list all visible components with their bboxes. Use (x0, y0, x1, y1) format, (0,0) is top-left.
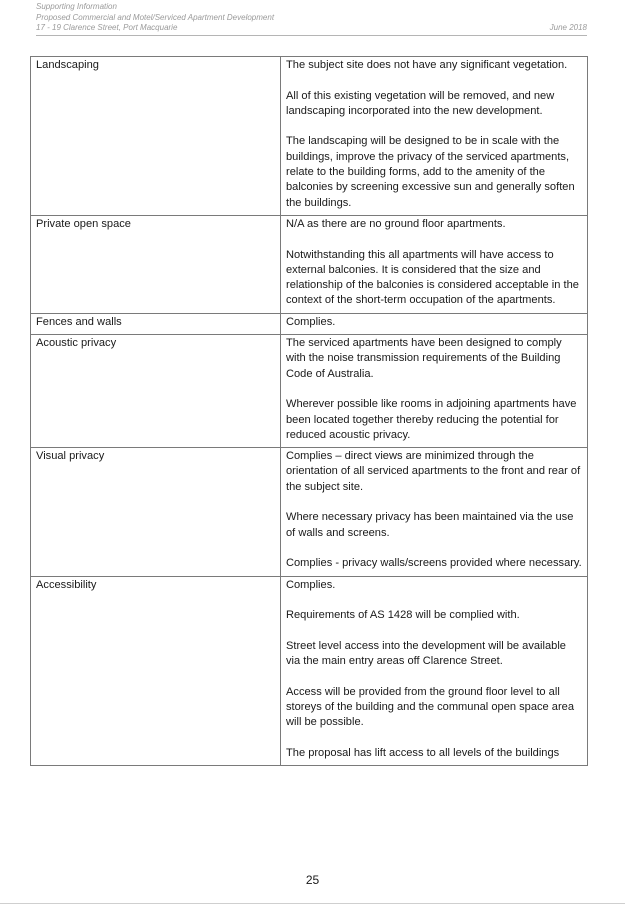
comment-paragraph: Where necessary privacy has been maintained via the use of walls and screens. (286, 511, 574, 539)
row-comment-cell (281, 448, 588, 576)
header-address-row (36, 23, 587, 36)
row-comment-cell (281, 313, 588, 334)
row-label: Fences and walls (36, 315, 122, 328)
comment-paragraph: The landscaping will be designed to be in scale with the buildings, improve the privacy of the serviced apartments, relate to the building forms, add to the amenity of the balconies by screening excessive sun and generally soften the buildings. (286, 135, 575, 209)
comment-paragraph: Complies – direct views are minimized through the orientation of all serviced apartments to the front and rear of the subject site. (286, 450, 581, 493)
comment-paragraph: N/A as there are no ground floor apartments. (286, 217, 506, 230)
page-number: 25 (305, 873, 320, 887)
row-label-cell (31, 57, 281, 216)
comment-paragraph: Notwithstanding this all apartments will have access to external balconies. It is considered that the size and relationship of the balconies is considered acceptable in the context of the short-term occupation of the apartments. (286, 248, 579, 307)
row-label: Private open space (36, 217, 131, 230)
row-label-cell (31, 313, 281, 334)
page-header (36, 2, 587, 36)
comment-paragraph: All of this existing vegetation will be removed, and new landscaping incorporated into the new development. (286, 89, 555, 117)
comment-paragraph: Access will be provided from the ground floor level to all storeys of the building and the communal open space area will be possible. (286, 685, 575, 729)
table-row (31, 335, 588, 448)
header-address: 17 - 19 Clarence Street, Port Macquarie (36, 23, 178, 32)
comment-paragraph: The subject site does not have any significant vegetation. (286, 59, 568, 71)
table-row (31, 576, 588, 766)
comment-paragraph: The proposal has lift access to all levels of the buildings (286, 746, 560, 759)
row-label: Landscaping (36, 59, 99, 71)
row-label-cell (31, 215, 281, 313)
row-label: Acoustic privacy (36, 337, 117, 350)
comment-paragraph: Street level access into the development will be available via the main entry areas off Clarence Street. (286, 639, 566, 667)
row-label-cell (31, 448, 281, 576)
table-row (31, 57, 588, 216)
comment-paragraph: Complies. (286, 578, 336, 591)
header-date: June 2018 (549, 23, 587, 32)
row-comment-cell (281, 576, 588, 766)
table-row (31, 215, 588, 313)
comment-paragraph: Complies - privacy walls/screens provided where necessary. (286, 557, 582, 570)
table-row (31, 313, 588, 334)
row-label: Visual privacy (36, 450, 105, 463)
comment-paragraph: Requirements of AS 1428 will be complied with. (286, 609, 520, 622)
header-document-type: Supporting Information (36, 2, 117, 11)
header-project-title: Proposed Commercial and Motel/Serviced Apartment Development (36, 12, 275, 22)
row-label-cell (31, 335, 281, 448)
comment-paragraph: Complies. (286, 315, 336, 328)
row-comment-cell (281, 335, 588, 448)
row-label-cell (31, 576, 281, 766)
table-row (31, 448, 588, 576)
footer-divider (0, 903, 625, 904)
comment-paragraph: The serviced apartments have been designed to comply with the noise transmission requirements of the Building Code of Australia. (286, 337, 562, 380)
requirements-table (30, 56, 588, 766)
comment-paragraph: Wherever possible like rooms in adjoining apartments have been located together thereby reducing the potential for reduced acoustic privacy. (286, 398, 577, 441)
row-label: Accessibility (36, 578, 97, 591)
row-comment-cell (281, 215, 588, 313)
row-comment-cell (281, 57, 588, 216)
